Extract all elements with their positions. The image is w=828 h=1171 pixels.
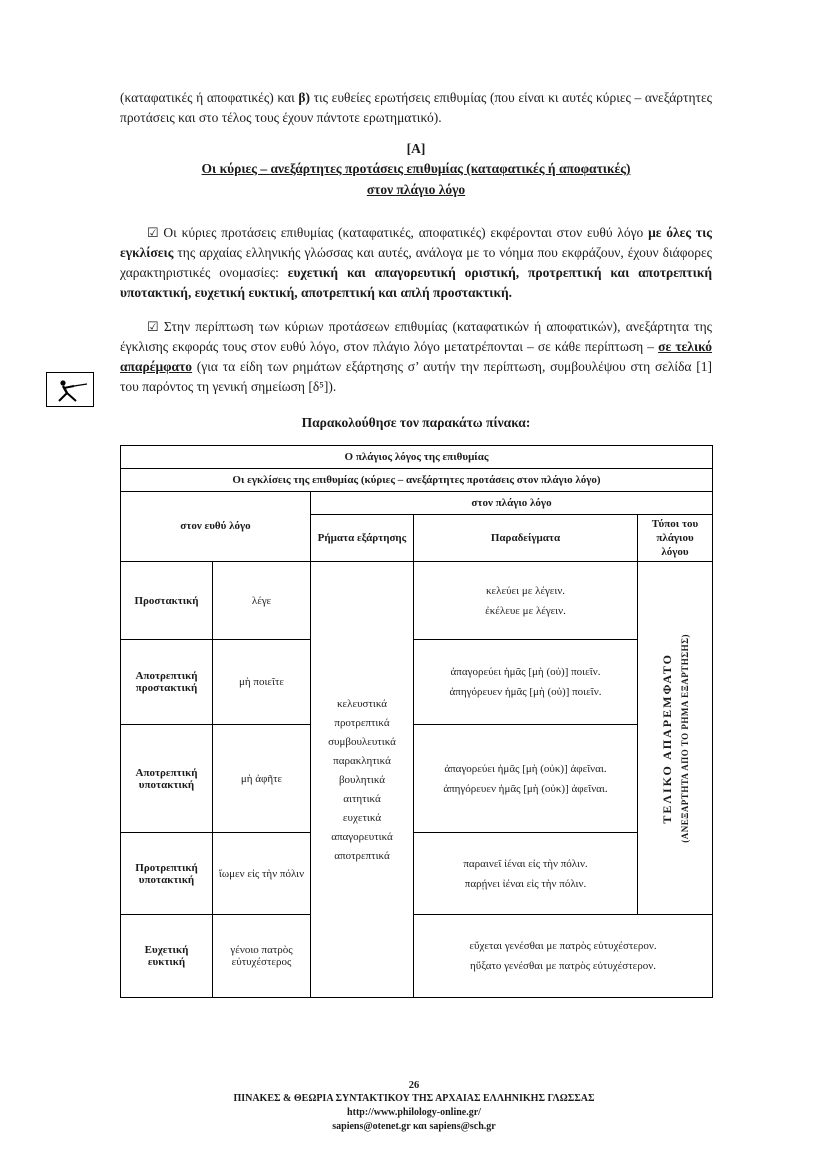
fencer-silhouette [50, 377, 90, 403]
verb-type: ευχετικά [342, 811, 382, 824]
section-title [120, 159, 712, 201]
text-run-bold: ευχετική και απαγορευτική οριστική, προτρεπτική και αποτρεπτική υποτακτική, ευχετική ευκτική, αποτρεπτική και απλή προστακτική. [120, 264, 712, 300]
example-line: ἀπαγορεύει ἡμᾶς [μὴ (οὐκ)] ἀφεῖναι. [444, 762, 607, 775]
example-line: κελεύει με λέγειν. [485, 584, 566, 597]
verb-type: προτρεπτικά [334, 716, 390, 729]
rotated-label-main: ΤΕΛΙΚΟ ΑΠΑΡΕΜΦΑΤΟ [660, 653, 674, 824]
footer-emails: sapiens@otenet.gr και sapiens@sch.gr [332, 1121, 496, 1132]
mood-cell: Προστακτική [121, 562, 213, 640]
footer-url: http://www.philology-online.gr/ [347, 1107, 481, 1118]
mood-cell: Ευχετική ευκτική [121, 915, 213, 998]
header-types: Τύποι του πλάγιου λόγου [638, 514, 713, 562]
text-run: (για τα είδη των ρημάτων εξάρτησης σ’ αυτήν την περίπτωση, συμβουλέψου στη σελίδα [1] του παρόντος τη γενική σημείωση [δ⁵]). [120, 358, 712, 394]
mood-cell: Προτρεπτική υποτακτική [121, 833, 213, 915]
text-run: Οι κύριες προτάσεις επιθυμίας (καταφατικές, αποφατικές) εκφέρονται στον ευθύ λόγο [158, 224, 649, 240]
text-run: (καταφατικές ή αποφατικές) και [120, 90, 299, 105]
text-run-bold-underline: σε τελικό απαρέμφατο [120, 338, 712, 374]
example-line: ἀπηγόρευεν ἡμᾶς [μὴ (οὐκ)] ἀφεῖναι. [443, 782, 608, 795]
mood-cell: Αποτρεπτική υποτακτική [121, 725, 213, 833]
header-dependency-verbs: Ρήματα εξάρτησης [311, 514, 414, 562]
table-row [121, 833, 713, 915]
paragraph-infinitive [120, 317, 712, 397]
header-indirect-speech: στον πλάγιο λόγο [311, 491, 713, 514]
direct-form-cell: μὴ ἀφῆτε [213, 725, 311, 833]
table-caption: Παρακολούθησε τον παρακάτω πίνακα: [301, 414, 531, 430]
header-examples: Παραδείγματα [414, 514, 638, 562]
direct-form-cell: λέγε [213, 562, 311, 640]
verb-type: απαγορευτικά [331, 830, 393, 843]
verb-type: παρακλητικά [333, 754, 391, 767]
table-subtitle-cell: Οι εγκλίσεις της επιθυμίας (κύριες – ανεξάρτητες προτάσεις στον πλάγιο λόγο) [121, 468, 713, 491]
text-run-bold: με όλες τις εγκλίσεις [120, 224, 712, 260]
verb-type: κελευστικά [336, 697, 388, 710]
example-line: ἀπαγορεύει ἡμᾶς [μὴ (οὐ)] ποιεῖν. [450, 666, 601, 679]
examples-cell [414, 725, 638, 833]
example-line: ηὔξατο γενέσθαι με πατρὸς εὐτυχέστερον. [470, 960, 656, 973]
rotated-label-sub: (ΑΝΕΞΑΡΤΗΤΑ ΑΠΟ ΤΟ ΡΗΜΑ ΕΞΑΡΤΗΣΗΣ) [680, 634, 690, 843]
rotated-label-cell [638, 562, 713, 915]
verb-type: αποτρεπτικά [334, 849, 390, 862]
direct-form-cell: μὴ ποιεῖτε [213, 640, 311, 725]
footer-title: ΠΙΝΑΚΕΣ & ΘΕΩΡΙΑ ΣΥΝΤΑΚΤΙΚΟΥ ΤΗΣ ΑΡΧΑΙΑΣ ΕΛΛΗΝΙΚΗΣ ΓΛΩΣΣΑΣ [233, 1093, 595, 1104]
examples-cell [414, 915, 713, 998]
example-line: ἐκέλευε με λέγειν. [485, 604, 566, 617]
text-run: της αρχαίας ελληνικής γλώσσας και αυτές, ανάλογα με το νόημα που εκφράζουν, έχουν διάφορες χαρακτηριστικές ονομασίες: [120, 244, 712, 280]
header-direct-speech: στον ευθύ λόγο [121, 491, 311, 562]
page-number: 26 [408, 1080, 420, 1091]
examples-cell [414, 640, 638, 725]
checked-checkbox-icon: ☑ [147, 224, 159, 240]
mood-cell: Αποτρεπτική προστακτική [121, 640, 213, 725]
indirect-speech-table [120, 445, 713, 999]
paragraph-moods [120, 223, 712, 303]
example-line: παραινεῖ ἰέναι εἰς τὴν πόλιν. [463, 857, 588, 870]
table-title-cell: Ο πλάγιος λόγος της επιθυμίας [121, 445, 713, 468]
text-run: Στην περίπτωση των κύριων προτάσεων επιθυμίας (καταφατικών ή αποφατικών), ανεξάρτητα της έγκλισης εκφοράς τους στον ευθύ λόγο, στον πλάγιο λόγο μετατρέπονται – σε κάθε περίπτωση – [120, 318, 712, 354]
table-row [121, 640, 713, 725]
example-line: παρῄνει ἰέναι εἰς τὴν πόλιν. [464, 877, 587, 890]
direct-form-cell: ἴωμεν εἰς τὴν πόλιν [213, 833, 311, 915]
table-row [121, 562, 713, 640]
dependency-verbs-cell [311, 562, 414, 998]
section-title-line2: στον πλάγιο λόγο [366, 181, 466, 197]
verb-type: αιτητικά [343, 792, 381, 805]
example-line: εὔχεται γενέσθαι με πατρὸς εὐτυχέστερον. [469, 940, 657, 953]
page-footer [0, 1080, 828, 1134]
examples-cell [414, 562, 638, 640]
intro-paragraph [120, 88, 712, 128]
table-row [121, 915, 713, 998]
section-title-line1: Οι κύριες – ανεξάρτητες προτάσεις επιθυμίας (καταφατικές ή αποφατικές) [201, 160, 631, 176]
text-run: τις ευθείες ερωτήσεις επιθυμίας (που είναι κι αυτές κύριες – ανεξάρτητες προτάσεις και στο τέλος τους έχουν πάντοτε ερωτηματικό). [120, 90, 712, 125]
fencer-icon [46, 372, 94, 407]
text-run-bold: β) [298, 90, 310, 105]
examples-cell [414, 833, 638, 915]
checked-checkbox-icon: ☑ [147, 318, 159, 334]
table-row [121, 725, 713, 833]
section-marker: [Α] [406, 140, 426, 156]
direct-form-cell: γένοιο πατρὸς εὐτυχέστερος [213, 915, 311, 998]
verb-type: συμβουλευτικά [328, 735, 396, 748]
example-line: ἀπηγόρευεν ἡμᾶς [μὴ (οὐ)] ποιεῖν. [449, 686, 602, 699]
verb-type: βουλητικά [338, 773, 386, 786]
